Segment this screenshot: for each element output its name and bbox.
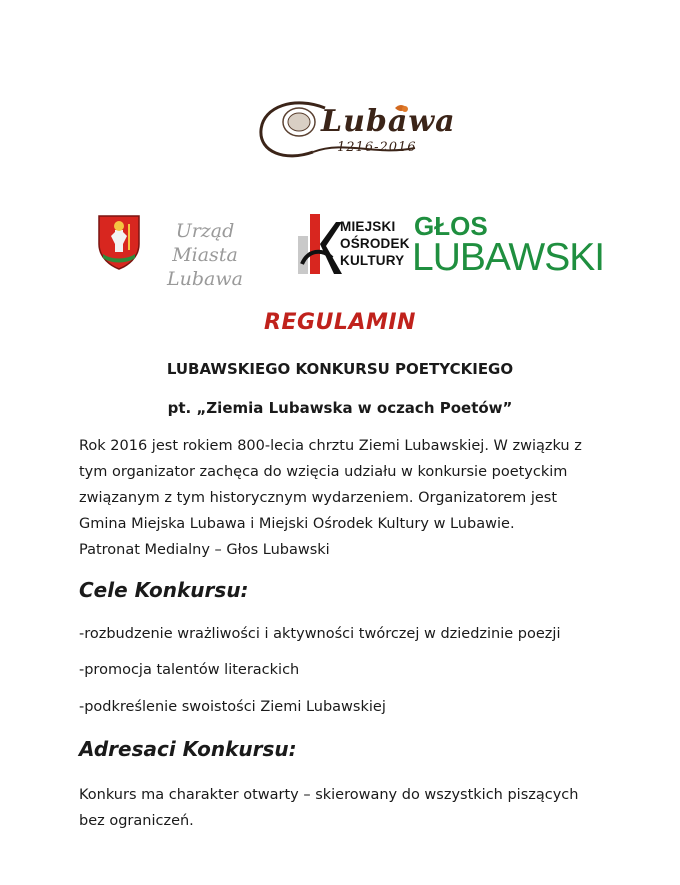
glos-line1: GŁOS — [414, 211, 488, 241]
intro-paragraph — [79, 433, 624, 563]
mok-line2: OŚRODEK — [340, 236, 410, 251]
town-crest-icon — [97, 214, 141, 270]
goals-heading: Cele Konkursu: — [79, 578, 249, 602]
page-title: REGULAMIN — [264, 310, 416, 335]
mok-mark-icon — [298, 214, 342, 276]
intro-line: Patronat Medialny – Głos Lubawski — [79, 542, 330, 558]
intro-line: związanym z tym historycznym wydarzeniem. Organizatorem jest — [79, 490, 558, 506]
town-office-line1: Urząd Miasta — [172, 220, 238, 266]
glos-line2: LUBAWSKI — [412, 236, 605, 279]
town-office-line2: Lubawa — [167, 268, 243, 290]
audience-line: bez ograniczeń. — [79, 813, 194, 829]
audience-paragraph — [79, 782, 624, 834]
contest-theme: pt. „Ziemia Lubawska w oczach Poetów” — [167, 399, 513, 417]
intro-line: tym organizator zachęca do wzięcia udziału w konkursie poetyckim — [79, 464, 568, 480]
glos-lubawski-logo — [412, 211, 605, 279]
intro-line: Rok 2016 jest rokiem 800-lecia chrztu Ziemi Lubawskiej. W związku z — [79, 438, 582, 454]
town-office-logo — [146, 219, 264, 291]
goal-item: -promocja talentów literackich — [79, 662, 300, 678]
audience-heading: Adresaci Konkursu: — [79, 737, 297, 761]
mok-logo — [298, 214, 408, 276]
mok-line3: KULTURY — [340, 253, 405, 268]
intro-line: Gmina Miejska Lubawa i Miejski Ośrodek Kultury w Lubawie. — [79, 516, 515, 532]
jubilee-logo — [255, 96, 456, 174]
goal-item: -podkreślenie swoistości Ziemi Lubawskiej — [79, 699, 386, 715]
audience-line: Konkurs ma charakter otwarty – skierowany do wszystkich piszących — [79, 787, 579, 803]
page-subtitle: LUBAWSKIEGO KONKURSU POETYCKIEGO — [166, 360, 514, 378]
goal-item: -rozbudzenie wrażliwości i aktywności twórczej w dziedzinie poezji — [79, 626, 561, 642]
jubilee-years: 1216-2016 — [337, 140, 417, 155]
mok-line1: MIEJSKI — [340, 219, 396, 234]
jubilee-script-text: Lubawa — [321, 104, 456, 139]
